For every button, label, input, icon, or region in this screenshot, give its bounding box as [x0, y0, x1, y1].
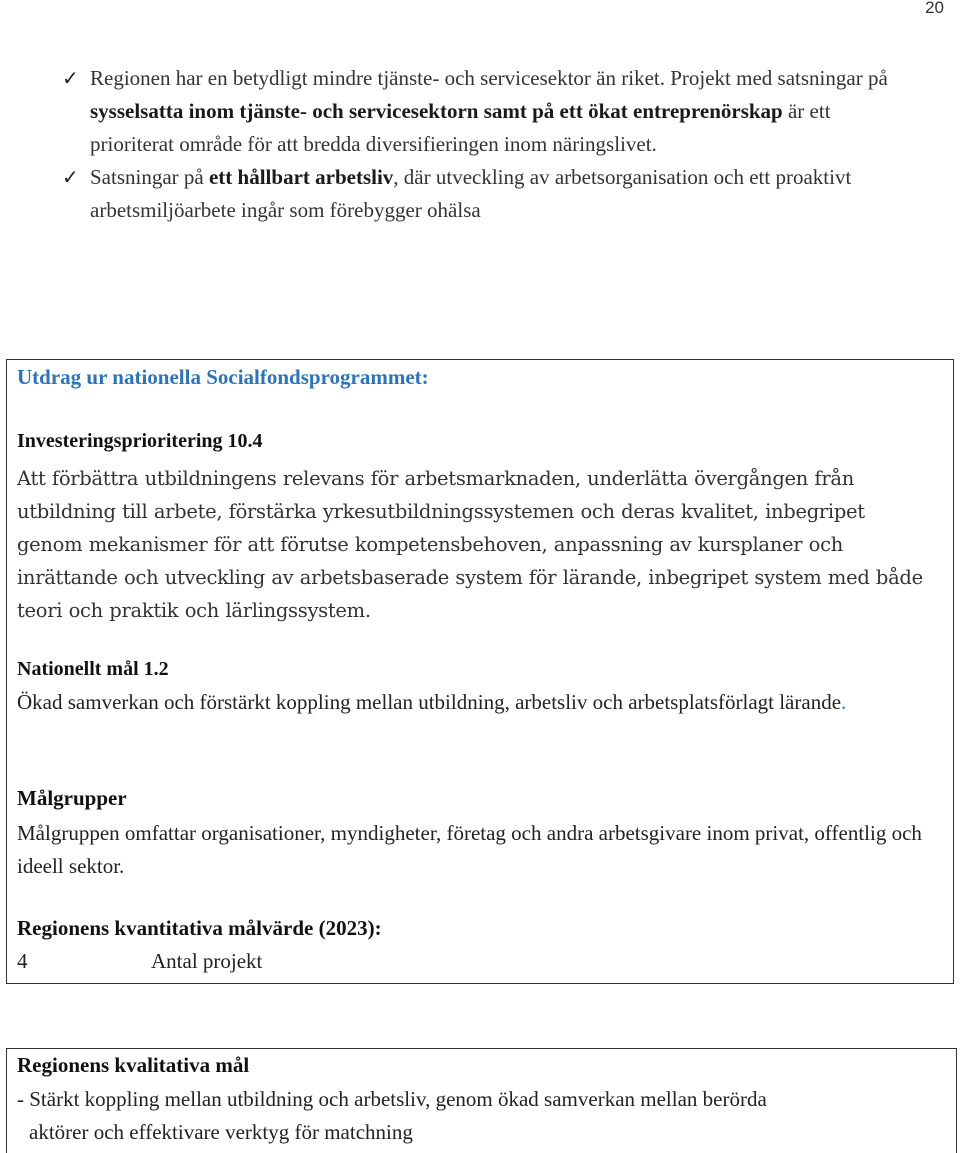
excerpt-heading: Utdrag ur nationella Socialfondsprogrammet:	[17, 365, 429, 389]
bullet-text: Regionen har en betydligt mindre tjänste- och servicesektor än riket. Projekt med satsningar på	[90, 66, 888, 90]
qualitative-line-1: - Stärkt koppling mellan utbildning och arbetsliv, genom ökad samverkan mellan berörda	[17, 1087, 767, 1111]
bullet-bold-text: ett hållbart arbetsliv	[208, 165, 394, 189]
bullet-text: Satsningar på	[90, 165, 209, 189]
priority-title: Investeringsprioritering 10.4	[17, 430, 263, 452]
bullet-item	[0, 62, 960, 161]
qualitative-title: Regionens kvalitativa mål	[17, 1053, 250, 1077]
target-groups-text: Målgruppen omfattar organisationer, myndigheter, företag och andra arbetsgivare inom privat, offentlig och ideell sektor.	[17, 821, 922, 878]
qualitative-line-2: aktörer och effektivare verktyg för matchning	[29, 1120, 413, 1144]
check-icon: ✓	[62, 66, 79, 90]
bullet-text: är ett prioriterat område för att bredda diversifieringen inom näringslivet.	[90, 99, 831, 156]
check-icon: ✓	[62, 165, 79, 189]
quant-unit: Antal projekt	[151, 949, 263, 973]
bullet-list	[0, 62, 960, 227]
goal-title: Nationellt mål 1.2	[17, 658, 169, 680]
bullet-item	[0, 161, 960, 227]
bullet-text: , där utveckling av arbetsorganisation och ett proaktivt arbetsmiljöarbete ingår som förebygger ohälsa	[90, 165, 852, 222]
qualitative-box	[6, 1048, 957, 1153]
target-groups-title: Målgrupper	[17, 786, 127, 810]
goal-text-body: Ökad samverkan och förstärkt koppling mellan utbildning, arbetsliv och arbetsplatsförlagt lärande	[17, 690, 842, 714]
bullet-bold-text: sysselsatta inom tjänste- och servicesektorn samt på ett ökat entreprenörskap	[90, 99, 783, 123]
quant-title: Regionens kvantitativa målvärde (2023):	[17, 916, 382, 940]
page-number: 20	[925, 0, 944, 17]
quant-value: 4	[17, 949, 28, 973]
goal-text	[17, 686, 927, 719]
priority-text: Att förbättra utbildningens relevans för arbetsmarknaden, underlätta övergången från utbildning till arbete, förstärka yrkesutbildningssystemen och deras kvalitet, inbegripet genom mekanismer för att förutse kompetensbehoven, anpassning av kursplaner och inrättande och utveckling av arbetsbaserade system för lärande, inbegripet system med både teori och praktik och lärlingssystem.	[17, 467, 923, 622]
excerpt-box	[6, 359, 954, 984]
qualitative-text	[17, 1083, 917, 1149]
goal-dot: .	[841, 690, 847, 714]
